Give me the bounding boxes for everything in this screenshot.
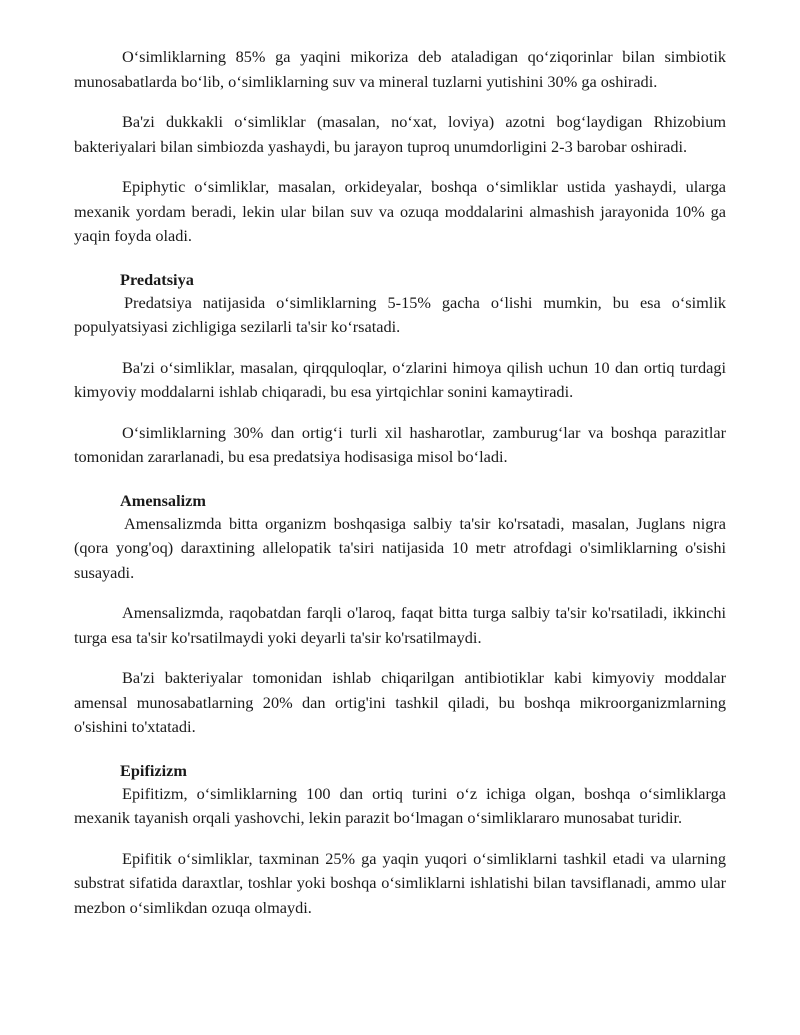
paragraph-rhizobium: Ba'zi dukkakli o‘simliklar (masalan, no‘xat, loviya) azotni bog‘laydigan Rhizobium bakteriyalari bilan simbiozda yashaydi, bu jarayon tuproq unumdorligini 2-3 barobar oshiradi. <box>74 112 726 156</box>
paragraph-predatsiya-2: Ba'zi o‘simliklar, masalan, qirqquloqlar, o‘zlarini himoya qilish uchun 10 dan ortiq turdagi kimyoviy moddalarni ishlab chiqaradi, bu esa yirtqichlar sonini kamaytiradi. <box>74 357 726 401</box>
document-body <box>74 45 726 920</box>
heading-predatsiya: Predatsiya <box>120 269 194 289</box>
paragraph-epifizizm-1: Epifitizm, o‘simliklarning 100 dan ortiq turini o‘z ichiga olgan, boshqa o‘simliklarga mexanik tayanish orqali yashovchi, lekin parazit bo‘lmagan o‘simliklararo munosabat turidir. <box>74 783 726 827</box>
heading-amensalizm: Amensalizm <box>120 490 206 510</box>
paragraph-amensalizm-3: Ba'zi bakteriyalar tomonidan ishlab chiqarilgan antibiotiklar kabi kimyoviy moddalar amensal munosabatlarning 20% dan ortig'ini tashkil qiladi, bu boshqa mikroorganizmlarning o'sishini to'xtatadi. <box>74 668 726 736</box>
heading-epifizizm: Epifizizm <box>120 760 187 780</box>
paragraph-predatsiya-3: O‘simliklarning 30% dan ortig‘i turli xil hasharotlar, zamburug‘lar va boshqa parazitlar tomonidan zararlanadi, bu esa predatsiya hodisasiga misol bo‘ladi. <box>74 422 726 466</box>
paragraph-epifizizm-2: Epifitik o‘simliklar, taxminan 25% ga yaqin yuqori o‘simliklarni tashkil etadi va ularning substrat sifatida daraxtlar, toshlar yoki boshqa o‘simliklarni ishlatishi bilan tavsiflanadi, ammo ular mezbon o‘simlikdan ozuqa olmaydi. <box>74 848 726 917</box>
paragraph-predatsiya-1: Predatsiya natijasida o‘simliklarning 5-15% gacha o‘lishi mumkin, bu esa o‘simlik populyatsiyasi zichligiga sezilarli ta'sir ko‘rsatadi. <box>74 292 726 336</box>
paragraph-epiphytic: Epiphytic o‘simliklar, masalan, orkideyalar, boshqa o‘simliklar ustida yashaydi, ularga mexanik yordam beradi, lekin ular bilan suv va ozuqa moddalarini almashish jarayonida 10% ga yaqin foyda oladi. <box>74 177 726 245</box>
paragraph-mycorrhiza: O‘simliklarning 85% ga yaqini mikoriza deb ataladigan qo‘ziqorinlar bilan simbiotik munosabatlarda bo‘lib, o‘simliklarning suv va mineral tuzlarni yutishini 30% ga oshiradi. <box>74 47 726 91</box>
paragraph-amensalizm-1: Amensalizmda bitta organizm boshqasiga salbiy ta'sir ko'rsatadi, masalan, Juglans nigra (qora yong'oq) daraxtining allelopatik ta'siri natijasida 10 metr atrofdagi o'simliklarning o'sishi susayadi. <box>74 513 726 582</box>
paragraph-amensalizm-2: Amensalizmda, raqobatdan farqli o'laroq, faqat bitta turga salbiy ta'sir ko'rsatiladi, ikkinchi turga esa ta'sir ko'rsatilmaydi yoki deyarli ta'sir ko'rsatilmaydi. <box>74 603 726 647</box>
